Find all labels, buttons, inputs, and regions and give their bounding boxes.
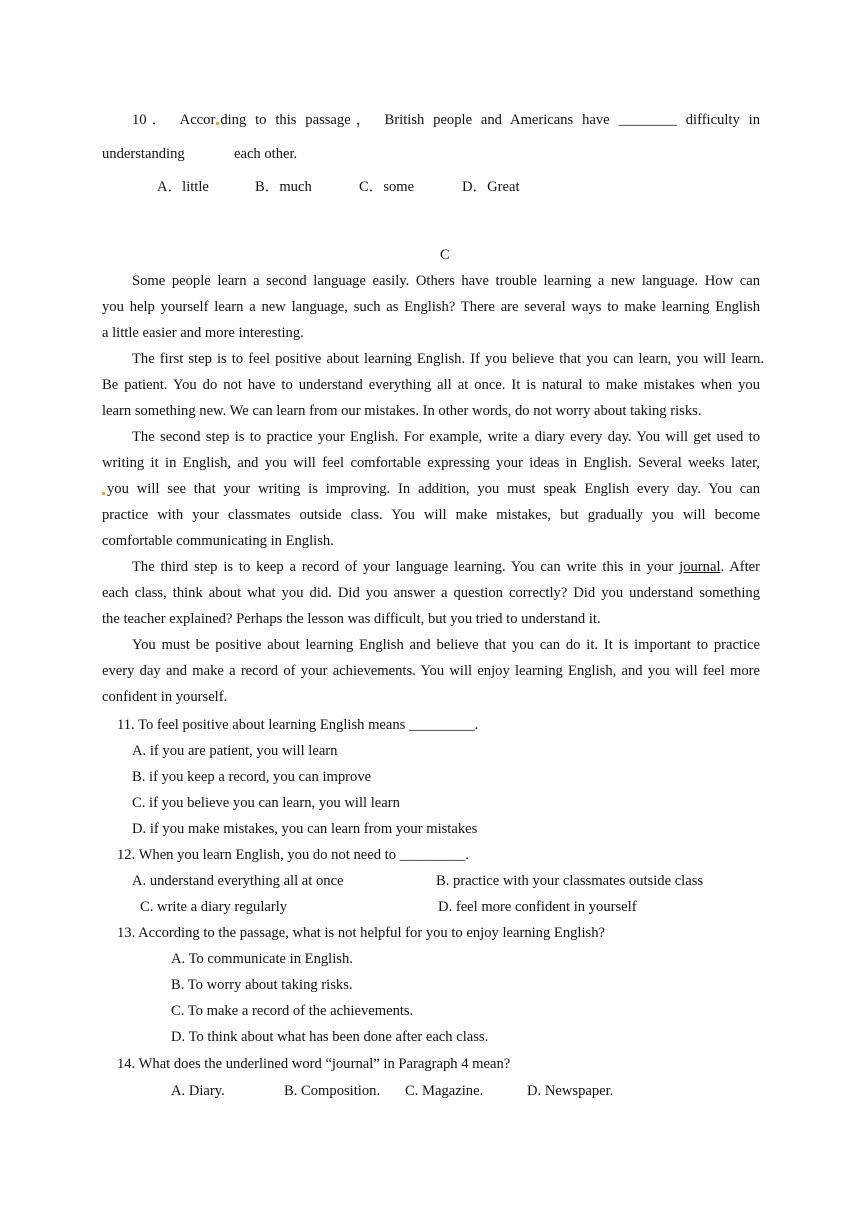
q10-stem-line2-b: each other. [234, 146, 298, 162]
p4-text-a: The third step is to keep a record of your language learning. You can write this in your [132, 559, 674, 575]
q14-option-c: C. Magazine. [405, 1083, 484, 1099]
p2-line: The first step is to feel positive about learning English. If you believe that you can learn, you will learn. [132, 351, 764, 367]
p4-line: each class, think about what you did. Did you answer a question correctly? Did you understand something [102, 585, 760, 601]
p5-line: confident in yourself. [102, 689, 228, 705]
q11-option-d: D. if you make mistakes, you can learn from your mistakes [132, 821, 478, 837]
p1-line: a little easier and more interesting. [102, 325, 304, 341]
section-heading: C [440, 247, 450, 263]
q12-option-c: C. write a diary regularly [140, 899, 288, 915]
q13-option-d: D. To think about what has been done after each class. [171, 1029, 489, 1045]
q14-stem: 14. What does the underlined word “journal” in Paragraph 4 mean? [117, 1056, 511, 1072]
orange-mark-icon [102, 492, 105, 495]
q13-option-c: C. To make a record of the achievements. [171, 1003, 414, 1019]
p2-line: Be patient. You do not have to understand everything all at once. It is natural to make mistakes when you [102, 377, 760, 393]
q11-option-a: A. if you are patient, you will learn [132, 743, 338, 759]
p3-line: writing it in English, and you will feel comfortable expressing your ideas in English. Several weeks later, [102, 455, 760, 471]
p5-line: every day and make a record of your achievements. You will enjoy learning English, and you will feel more [102, 663, 760, 679]
q14-option-d: D. Newspaper. [527, 1083, 614, 1099]
p3-line: you will see that your writing is improving. In addition, you must speak English every day. You can [107, 481, 760, 497]
q12-option-a: A. understand everything all at once [132, 873, 344, 889]
p5-line: You must be positive about learning English and believe that you can do it. It is important to practice [132, 637, 760, 653]
q13-option-b: B. To worry about taking risks. [171, 977, 353, 993]
p2-line: learn something new. We can learn from our mistakes. In other words, do not worry about taking risks. [102, 403, 702, 419]
p4-line: the teacher explained? Perhaps the lesson was difficult, but you tried to understand it. [102, 611, 601, 627]
q10-stem-line2-a: understanding [102, 146, 185, 162]
q10-option-c: C．some [359, 179, 415, 195]
q11-stem: 11. To feel positive about learning English means _________. [117, 717, 479, 733]
q13-option-a: A. To communicate in English. [171, 951, 353, 967]
q12-stem: 12. When you learn English, you do not need to _________. [117, 847, 469, 863]
p3-line: The second step is to practice your English. For example, write a diary every day. You will get used to [132, 429, 760, 445]
q11-option-b: B. if you keep a record, you can improve [132, 769, 372, 785]
q10-option-d: D．Great [462, 179, 520, 195]
q10-option-a: A．little [157, 179, 209, 195]
underlined-word-journal: journal [679, 559, 721, 575]
q13-stem: 13. According to the passage, what is not helpful for you to enjoy learning English? [117, 925, 605, 941]
p4-text-b: . After [720, 559, 760, 575]
p1-line: Some people learn a second language easily. Others have trouble learning a new language. How can [132, 273, 760, 289]
q10-option-b: B．much [255, 179, 312, 195]
q10-stem-line1 [132, 111, 760, 129]
p3-line: comfortable communicating in English. [102, 533, 334, 549]
q12-option-b: B. practice with your classmates outside class [436, 873, 704, 889]
q14-option-a: A. Diary. [171, 1083, 225, 1099]
q12-option-d: D. feel more confident in yourself [438, 899, 637, 915]
q10-text-b: ding to this passage， British people and Americans have ________ difficulty in [220, 112, 760, 128]
p3-line: practice with your classmates outside class. You will make mistakes, but gradually you will become [102, 507, 760, 523]
q11-option-c: C. if you believe you can learn, you will learn [132, 795, 400, 811]
orange-mark-icon [216, 122, 219, 125]
p1-line: you help yourself learn a new language, such as English? There are several ways to make learning English [102, 299, 760, 315]
q10-text-a: 10． Accor [132, 112, 216, 128]
p4-line1 [132, 558, 760, 576]
q14-option-b: B. Composition. [284, 1083, 381, 1099]
